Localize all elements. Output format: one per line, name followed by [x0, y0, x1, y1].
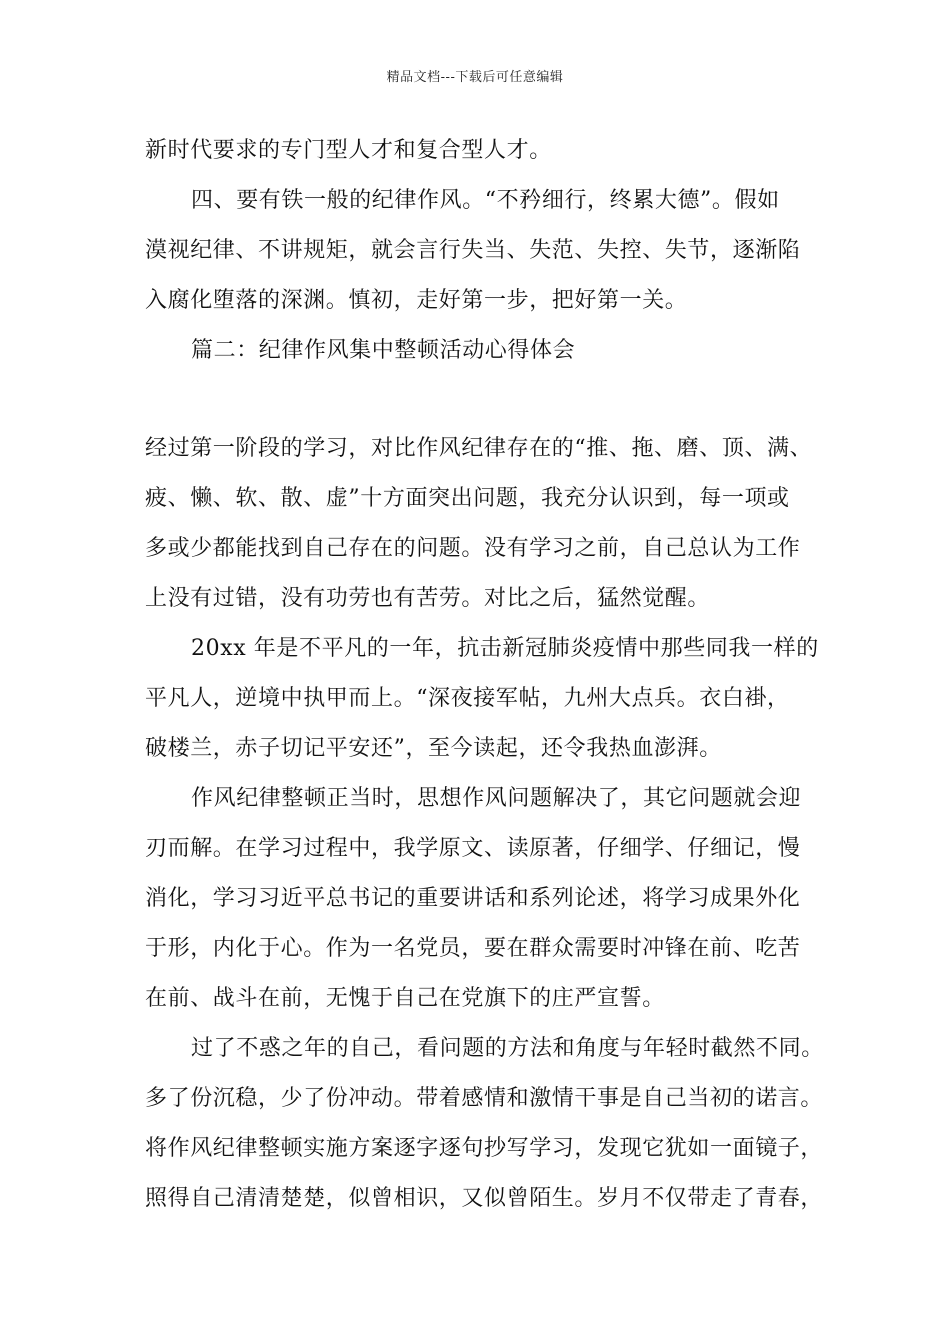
text-line: 多或少都能找到自己存在的问题。没有学习之前，自己总认为工作 [145, 536, 801, 561]
text-line: 照得自己清清楚楚，似曾相识，又似曾陌生。岁月不仅带走了青春， [145, 1186, 824, 1211]
page-header: 精品文档---下载后可任意编辑 [386, 70, 564, 85]
text-line: 上没有过错，没有功劳也有苦劳。对比之后，猛然觉醒。 [145, 586, 711, 611]
paragraph-first-line: 经过第一阶段的学习，对比作风纪律存在的“推、拖、磨、顶、满、 [145, 436, 813, 461]
paragraph-first-line: 作风纪律整顿正当时，思想作风问题解决了，其它问题就会迎 [191, 786, 802, 811]
paragraph-first-line: 四、要有铁一般的纪律作风。“不矜细行，终累大德”。假如 [191, 188, 780, 213]
text-line: 疲、懒、软、散、虚”十方面突出问题，我充分认识到，每一项或 [145, 486, 790, 511]
section-heading: 篇二：纪律作风集中整顿活动心得体会 [191, 338, 576, 363]
text-line: 多了份沉稳，少了份冲动。带着感情和激情干事是自己当初的诺言。 [145, 1086, 824, 1111]
text-line: 于形，内化于心。作为一名党员，要在群众需要时冲锋在前、吃苦 [145, 936, 801, 961]
paragraph-first-line: 过了不惑之年的自己，看问题的方法和角度与年轻时截然不同。 [191, 1036, 824, 1061]
text-line: 将作风纪律整顿实施方案逐字逐句抄写学习，发现它犹如一面镜子， [145, 1136, 824, 1161]
text-line: 破楼兰，赤子切记平安还”，至今读起，还令我热血澎湃。 [145, 736, 722, 761]
text-line: 在前、战斗在前，无愧于自己在党旗下的庄严宣誓。 [145, 986, 665, 1011]
text-line: 新时代要求的专门型人才和复合型人才。 [145, 138, 552, 163]
text-line: 平凡人，逆境中执甲而上。“深夜接军帖，九州大点兵。衣白褂， [145, 686, 790, 711]
text-line: 漠视纪律、不讲规矩，就会言行失当、失范、失控、失节，逐渐陷 [145, 238, 801, 263]
text-line: 刃而解。在学习过程中，我学原文、读原著，仔细学、仔细记，慢 [145, 836, 801, 861]
paragraph-first-line: 20xx 年是不平凡的一年，抗击新冠肺炎疫情中那些同我一样的 [191, 636, 819, 661]
text-line: 入腐化堕落的深渊。慎初，走好第一步，把好第一关。 [145, 288, 688, 313]
text-line: 消化，学习习近平总书记的重要讲话和系列论述，将学习成果外化 [145, 886, 801, 911]
